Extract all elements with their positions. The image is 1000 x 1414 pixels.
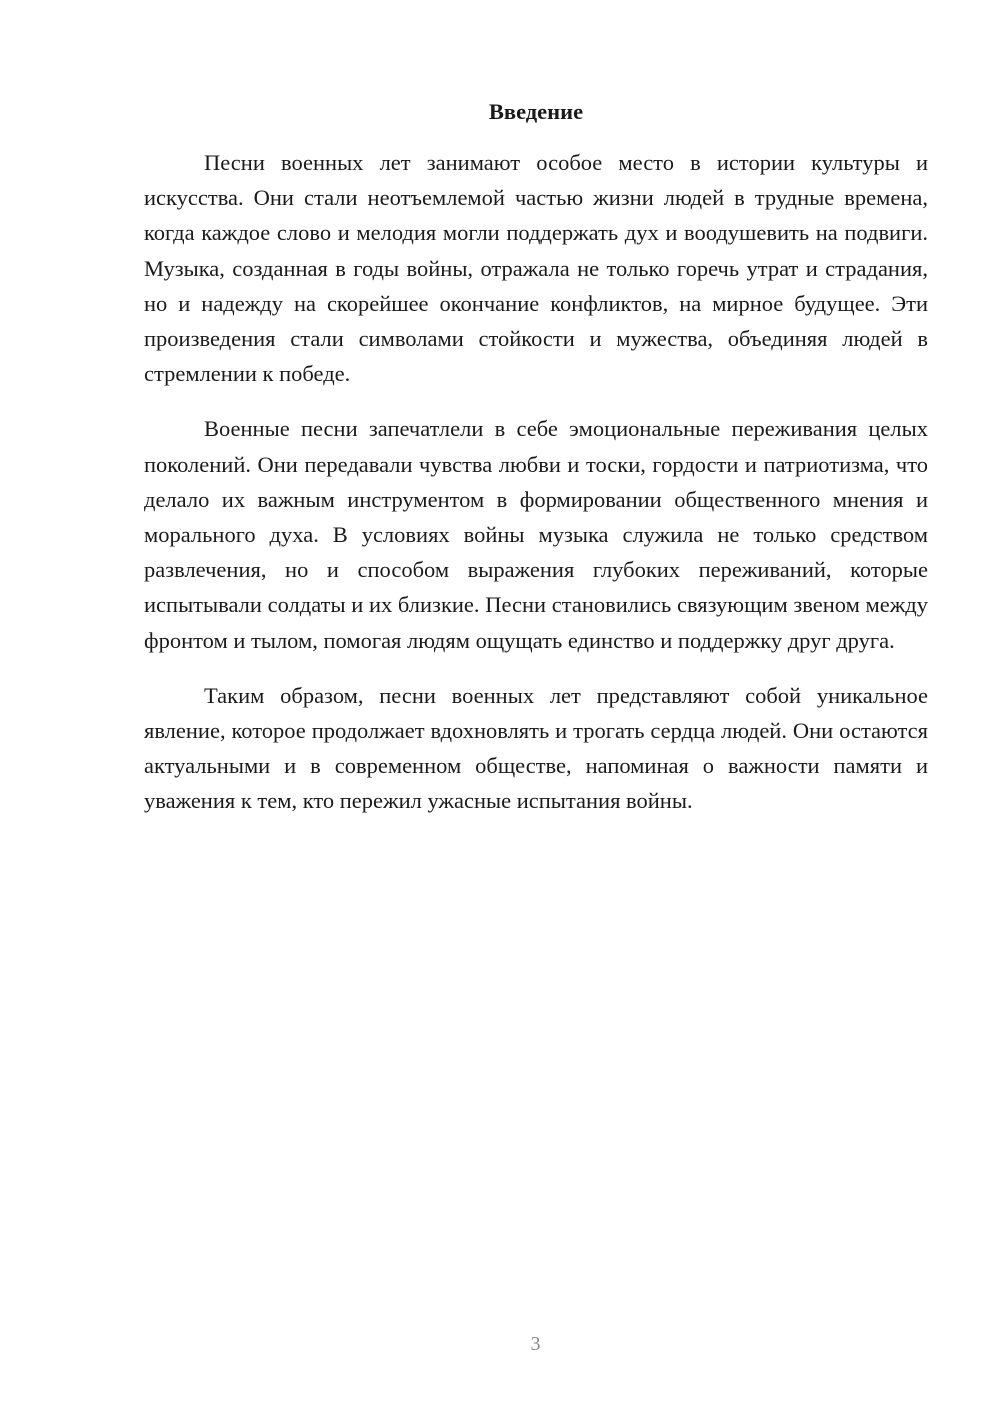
paragraph-3: Таким образом, песни военных лет представляют собой уникальное явление, которое продолжает вдохновлять и трогать сердца людей. Они остаются актуальными и в современном обществе, напоминая о важности памяти и уважения к тем, кто пережил ужасные испытания войны. bbox=[144, 682, 928, 814]
paragraph-1: Песни военных лет занимают особое место в истории культуры и искусства. Они стали неотъемлемой частью жизни людей в трудные времена, когда каждое слово и мелодия могли поддержать дух и воодушевить на подвиги. Музыка, созданная в годы войны, отражала не только горечь утрат и страдания, но и надежду на скорейшее окончание конфликтов, на мирное будущее. Эти произведения стали символами стойкости и мужества, объединяя людей в стремлении к победе. bbox=[144, 150, 928, 387]
section-title: Введение bbox=[488, 99, 584, 124]
paragraph-2: Военные песни запечатлели в себе эмоциональные переживания целых поколений. Они передавали чувства любви и тоски, гордости и патриотизма, что делало их важным инструментом в формировании общественного мнения и морального духа. В условиях войны музыка служила не только средством развлечения, но и способом выражения глубоких переживаний, которые испытывали солдаты и их близкие. Песни становились связующим звеном между фронтом и тылом, помогая людям ощущать единство и поддержку друг друга. bbox=[144, 416, 928, 653]
page-content bbox=[144, 96, 928, 819]
page-number: 3 bbox=[530, 1333, 541, 1355]
